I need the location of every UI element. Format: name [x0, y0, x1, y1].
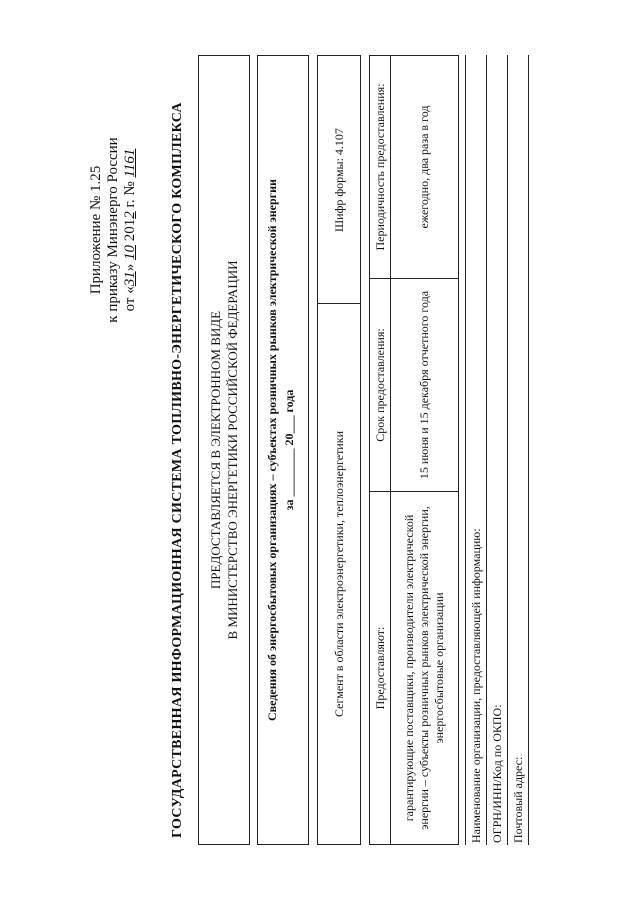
handwritten-year: 2 — [122, 211, 138, 219]
appendix-number: Приложение № 1.25 — [88, 165, 104, 295]
cell-submitters: гарантирующие поставщики, производители электрической энергии – субъекты розничных рынков электрической энергии, энергосбытовые организации — [391, 492, 459, 845]
form-code: Шифр формы: 4.107 — [332, 128, 346, 232]
appendix-header — [88, 40, 139, 420]
report-title: Сведения об энергосбытовых организациях – субъектах розничных рынков электрической энергии — [265, 179, 279, 721]
org-name-field: Наименование организации, предоставляющей информацию: — [465, 55, 486, 845]
handwritten-month: 10 — [122, 245, 138, 261]
table-header-row — [370, 56, 391, 845]
org-ids-field: ОГРН/ИНН/Код по ОКПО: — [486, 55, 507, 845]
header-frequency: Периодичность предоставления: — [370, 56, 391, 279]
appendix-order: к приказу Минэнерго России — [105, 137, 121, 323]
cell-frequency: ежегодно, два раза в год — [391, 56, 459, 279]
submission-line-2: В МИНИСТЕРСТВО ЭНЕРГЕТИКИ РОССИЙСКОЙ ФЕДЕРАЦИИ — [225, 260, 240, 640]
submission-table — [369, 55, 459, 845]
submission-line-1: ПРЕДОСТАВЛЯЕТСЯ В ЭЛЕКТРОННОМ ВИДЕ — [208, 310, 223, 590]
appendix-date: от «31» 10 2012 г. № 1161 — [122, 148, 138, 312]
segment-box — [317, 55, 361, 845]
cell-deadline: 15 июня и 15 декабря отчетного года — [391, 279, 459, 492]
header-deadline: Срок предоставления: — [370, 279, 391, 492]
report-period: за ________ 20___ года — [282, 389, 296, 511]
handwritten-day: 31 — [122, 271, 138, 287]
submission-box — [198, 55, 250, 845]
report-title-box — [257, 55, 309, 845]
org-address-field: Почтовый адрес: — [507, 55, 529, 845]
segment-label: Сегмент в области электроэнергетики, теплоэнергетики — [318, 303, 360, 844]
organization-block — [465, 55, 529, 845]
header-submitters: Предоставляют: — [370, 492, 391, 845]
rotated-form — [80, 40, 525, 900]
system-title: ГОСУДАРСТВЕННАЯ ИНФОРМАЦИОННАЯ СИСТЕМА ТОПЛИВНО-ЭНЕРГЕТИЧЕСКОГО КОМПЛЕКСА — [170, 102, 185, 838]
handwritten-number: 1161 — [122, 148, 138, 178]
table-row — [391, 56, 459, 845]
